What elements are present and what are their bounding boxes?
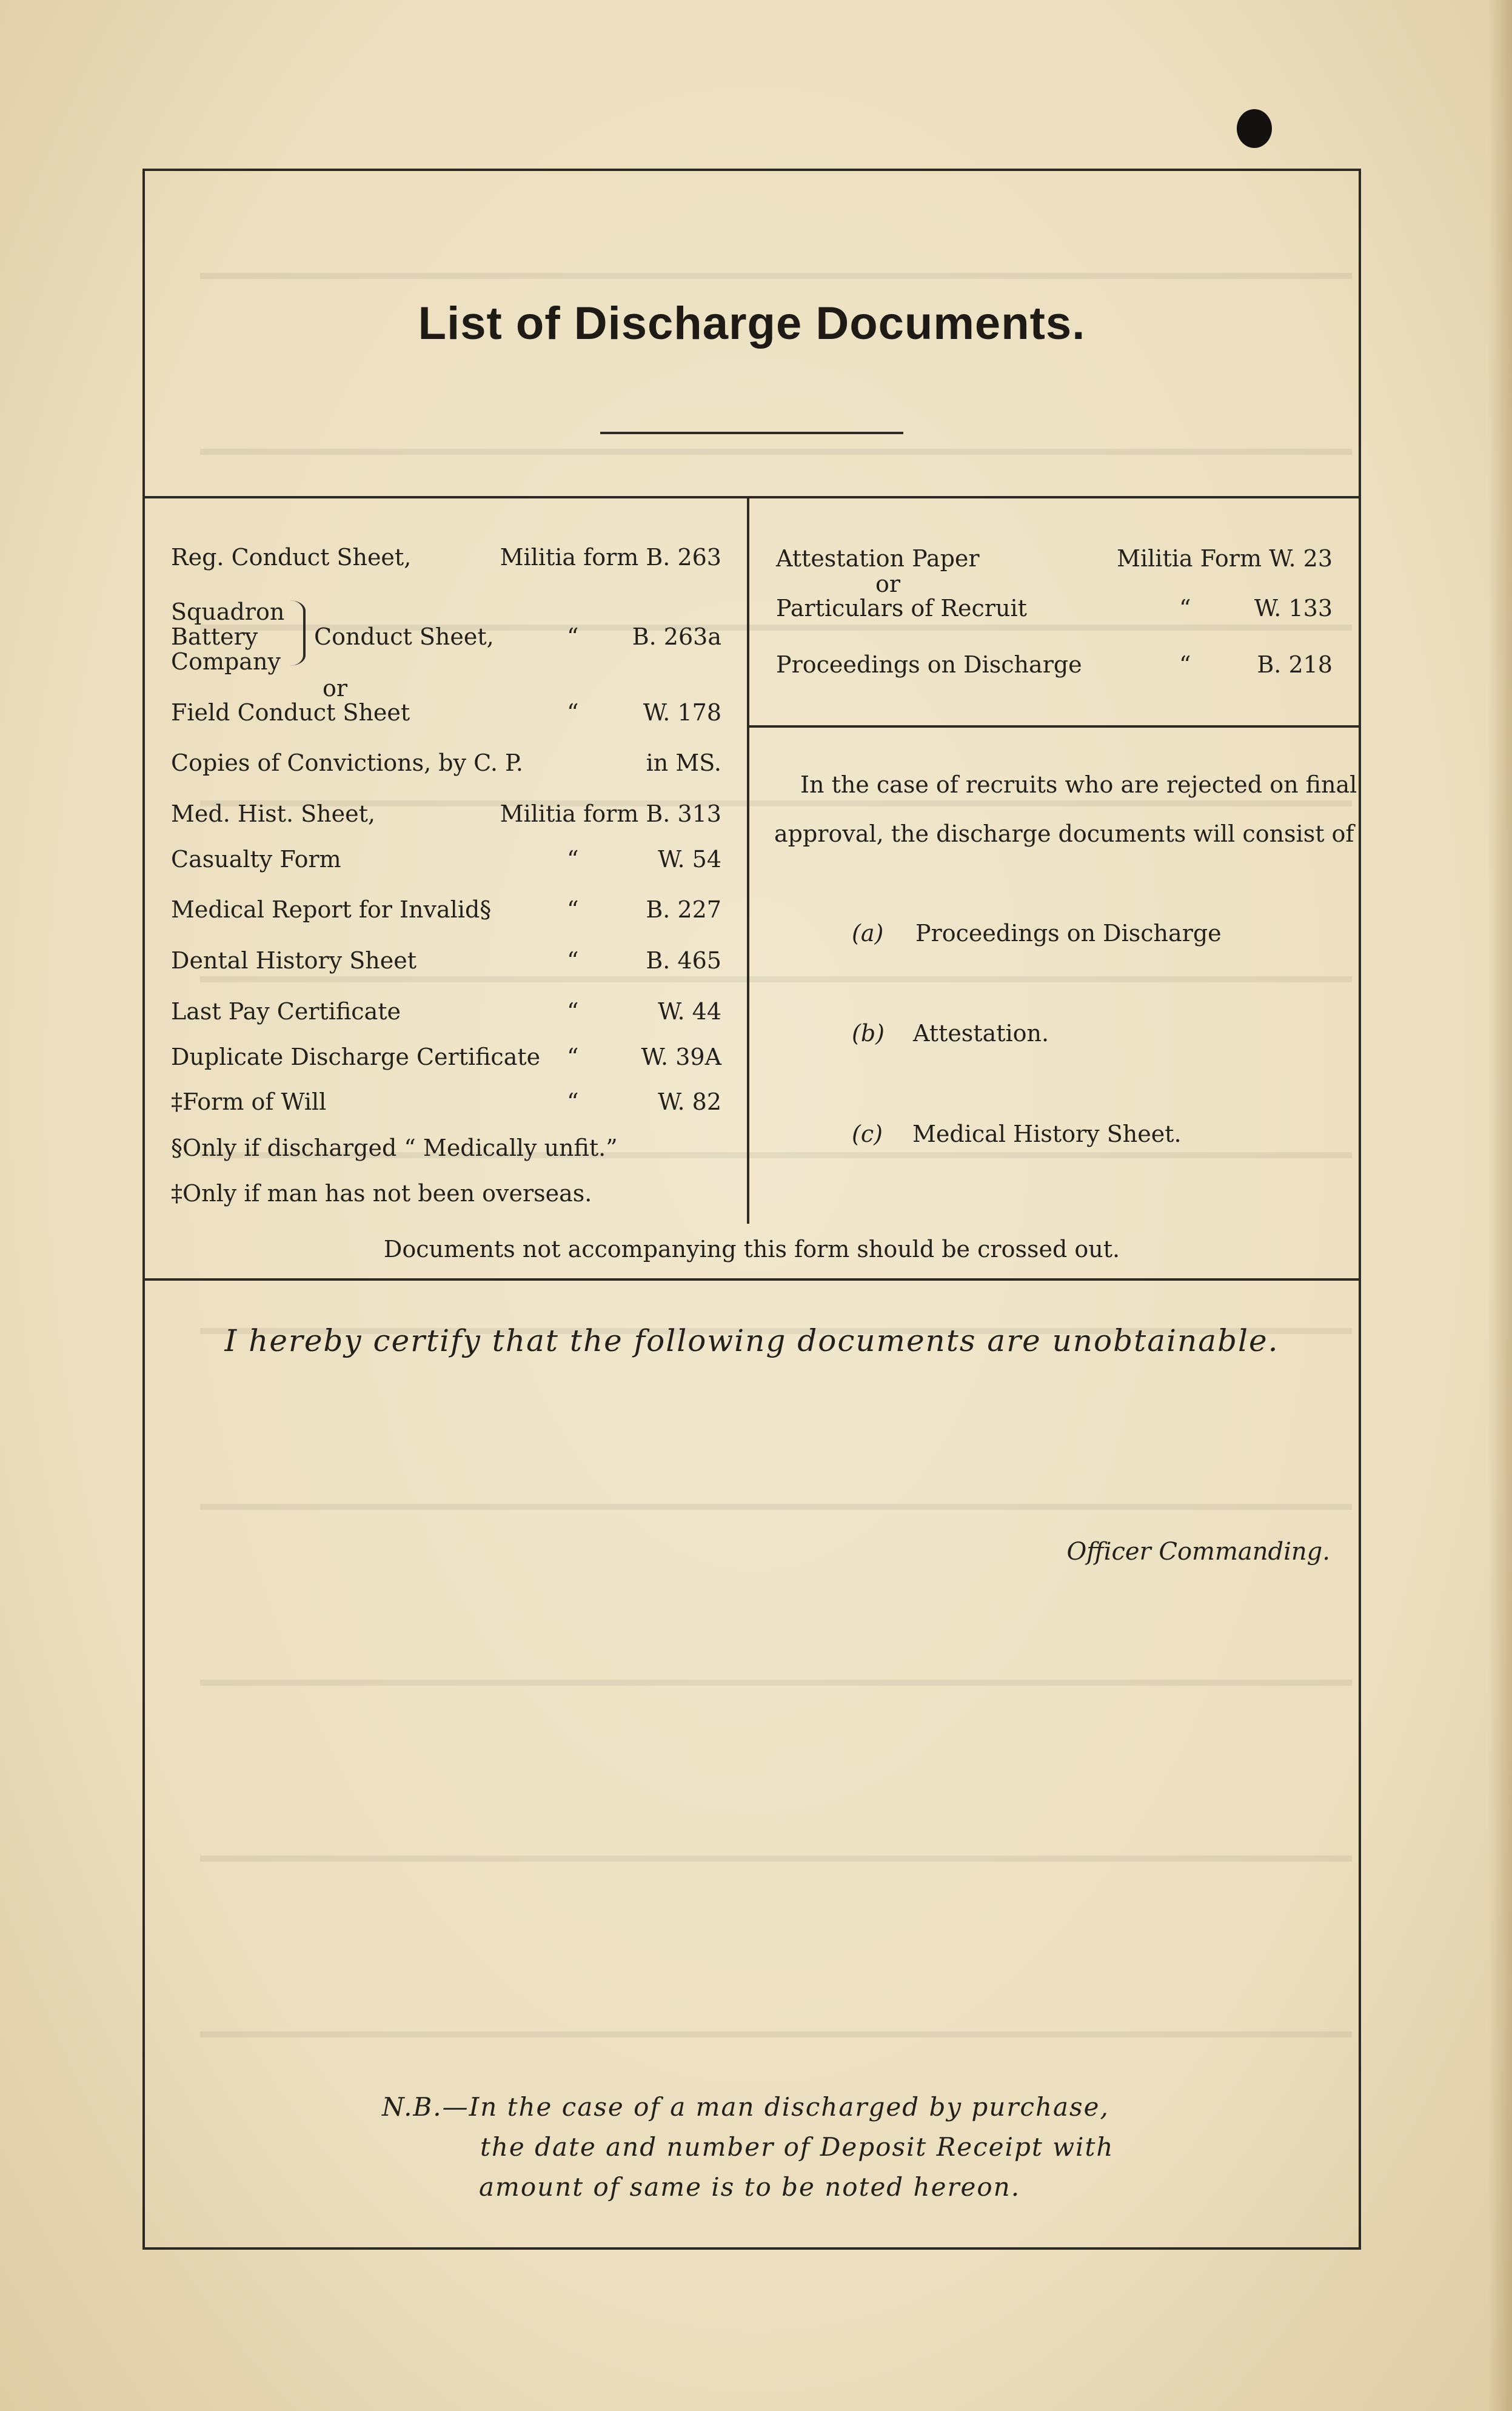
ditto-mark: “	[567, 699, 579, 726]
ditto-mark: “	[567, 947, 579, 974]
brace-symbol	[290, 600, 306, 666]
list-item-label: Attestation Paper	[776, 545, 980, 572]
or-separator: or	[875, 571, 901, 597]
ditto-mark: “	[567, 623, 579, 650]
rejected-item: Proceedings on Discharge	[915, 920, 1222, 947]
rejected-intro-line: approval, the discharge documents will consist of	[774, 820, 1354, 847]
list-item-form: W. 39A	[641, 1044, 721, 1070]
list-item-form: B. 263a	[632, 623, 721, 650]
group-label-company: Company	[171, 648, 281, 675]
certify-statement: I hereby certify that the following documents are unobtainable.	[224, 1323, 1279, 1358]
list-item-form: Militia Form W. 23	[1117, 545, 1333, 572]
list-item-label: Conduct Sheet,	[314, 623, 494, 650]
list-item-label: ‡Form of Will	[171, 1088, 327, 1115]
list-item-form: B. 465	[646, 947, 721, 974]
group-label-battery: Battery	[171, 623, 258, 650]
list-item-label: Med. Hist. Sheet,	[171, 800, 375, 827]
list-item-label: Particulars of Recruit	[776, 595, 1027, 622]
title-underline	[600, 432, 903, 434]
list-item-label: Copies of Convictions, by C. P.	[171, 749, 523, 776]
list-item-label: Casualty Form	[171, 846, 341, 873]
list-item-label: Reg. Conduct Sheet,	[171, 544, 412, 571]
list-item-label: Duplicate Discharge Certificate	[171, 1044, 541, 1070]
list-item-form: W. 44	[658, 998, 721, 1025]
footnote: ‡Only if man has not been overseas.	[171, 1180, 592, 1207]
punch-hole	[1237, 109, 1272, 148]
right-column-divider	[747, 725, 1361, 728]
rejected-item: Attestation.	[913, 1020, 1049, 1047]
crossed-out-note: Documents not accompanying this form should be crossed out.	[383, 1236, 1120, 1263]
rejected-intro-line: In the case of recruits who are rejected on final	[800, 771, 1357, 798]
ditto-mark: “	[567, 896, 579, 923]
ditto-mark: “	[567, 846, 579, 873]
column-divider	[747, 496, 749, 1224]
item-letter: (a)	[852, 920, 884, 947]
ditto-mark: “	[567, 998, 579, 1025]
list-item-label: Last Pay Certificate	[171, 998, 401, 1025]
list-item-form: in MS.	[646, 749, 721, 776]
group-label-squadron: Squadron	[171, 599, 285, 625]
list-item-label: Proceedings on Discharge	[776, 651, 1082, 678]
or-separator: or	[323, 675, 348, 702]
list-item-label: Medical Report for Invalid§	[171, 896, 492, 923]
item-letter: (c)	[852, 1121, 883, 1147]
list-item-form: B. 218	[1257, 651, 1333, 678]
list-item-form: W. 178	[643, 699, 721, 726]
rejected-item: Medical History Sheet.	[912, 1121, 1182, 1147]
ditto-mark: “	[567, 1044, 579, 1070]
ditto-mark: “	[567, 1088, 579, 1115]
title-divider	[142, 496, 1361, 498]
list-item-form: B. 227	[646, 896, 721, 923]
officer-signature-label: Officer Commanding.	[1066, 1538, 1330, 1566]
list-item-label: Dental History Sheet	[171, 947, 416, 974]
list-item-form: Militia form B. 313	[500, 800, 721, 827]
paper-edge-shading	[1488, 0, 1512, 2411]
ditto-mark: “	[1179, 595, 1191, 622]
list-item-form: W. 82	[658, 1088, 721, 1115]
form-border	[142, 169, 1361, 2250]
ditto-mark: “	[1179, 651, 1191, 678]
item-letter: (b)	[852, 1020, 885, 1047]
list-item-form: Militia form B. 263	[500, 544, 721, 571]
certify-divider	[142, 1278, 1361, 1281]
list-item-form: W. 133	[1254, 595, 1333, 622]
nb-line: N.B.—In the case of a man discharged by purchase,	[382, 2092, 1109, 2122]
page-title: List of Discharge Documents.	[418, 298, 1086, 349]
list-item-label: Field Conduct Sheet	[171, 699, 410, 726]
footnote: §Only if discharged “ Medically unfit.”	[171, 1135, 618, 1161]
nb-line: the date and number of Deposit Receipt with	[480, 2132, 1114, 2162]
list-item-form: W. 54	[658, 846, 721, 873]
nb-line: amount of same is to be noted hereon.	[479, 2172, 1021, 2202]
